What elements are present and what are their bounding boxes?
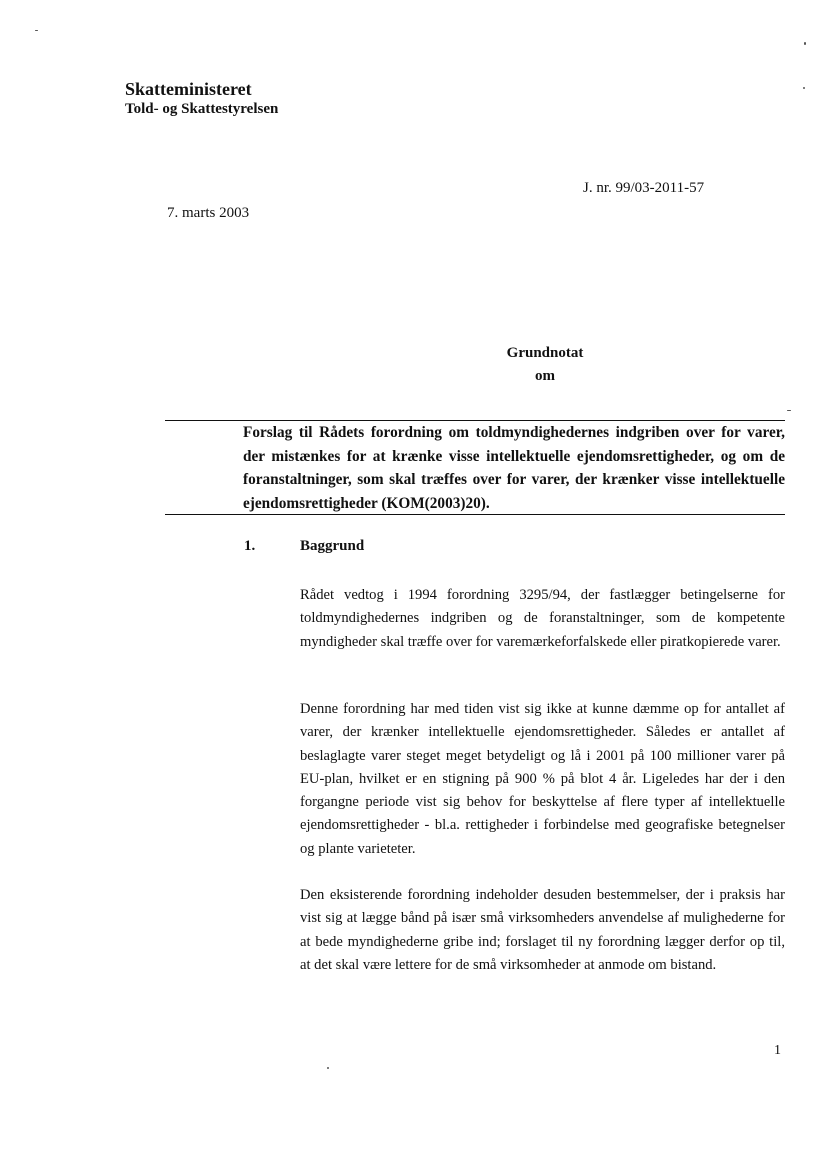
section-number: 1. (244, 538, 256, 554)
scan-speck (327, 1067, 329, 1069)
paragraph: Denne forordning har med tiden vist sig ikke at kunne dæmme op for antallet af varer, der krænker intellektuelle ejendomsrettigheder. Således er antallet af beslaglagte varer steget meget betydeligt og lå i 2001 på 100 millioner varer på EU-plan, hvilket er en stigning på 900 % på blot 4 år. Ligeledes har der i den forgangne periode vist sig behov for beskyttelse af flere typer af intellektuelle ejendomsrettigheder - bl.a. rettigheder i forbindelse med geografiske betegnelser og plante varieteter. (300, 701, 785, 857)
document-date: 7. marts 2003 (167, 205, 250, 221)
document-title-sub: om (535, 368, 555, 384)
agency-name: Told- og Skattestyrelsen (125, 101, 279, 117)
subject-text: Forslag til Rådets forordning om toldmyndighedernes indgriben over for varer, der mistænkes for at krænke visse intellektuelle ejendomsrettigheder, og om de foranstaltninger, som skal træffes over for varer, der krænker visse intellektuelle ejendomsrettigheder (KOM(2003)20). (243, 424, 785, 512)
subject-bottom-rule (165, 514, 785, 515)
ministry-name: Skatteministeret (125, 79, 252, 99)
scan-speck (803, 87, 805, 89)
document-title: Grundnotat (506, 345, 584, 361)
paragraph: Den eksisterende forordning indeholder desuden bestemmelser, der i praksis har vist sig at lægge bånd på især små virksomheders anvendelse af mulighederne for at bede myndighederne gribe ind; forslaget til ny forordning lægger derfor op til, at det skal være lettere for de små virksomheder at anmode om bistand. (300, 887, 785, 973)
scan-speck (35, 30, 38, 31)
paragraph: Rådet vedtog i 1994 forordning 3295/94, der fastlægger betingelserne for toldmyndighedernes indgriben og de foranstaltninger, som de kompetente myndigheder skal træffe over for varemærkeforfalskede eller piratkopierede varer. (300, 587, 785, 650)
scan-speck (804, 42, 806, 45)
journal-number: J. nr. 99/03-2011-57 (583, 180, 705, 196)
page-number: 1 (774, 1043, 781, 1058)
scan-speck (787, 410, 791, 411)
section-heading: Baggrund (300, 538, 365, 554)
